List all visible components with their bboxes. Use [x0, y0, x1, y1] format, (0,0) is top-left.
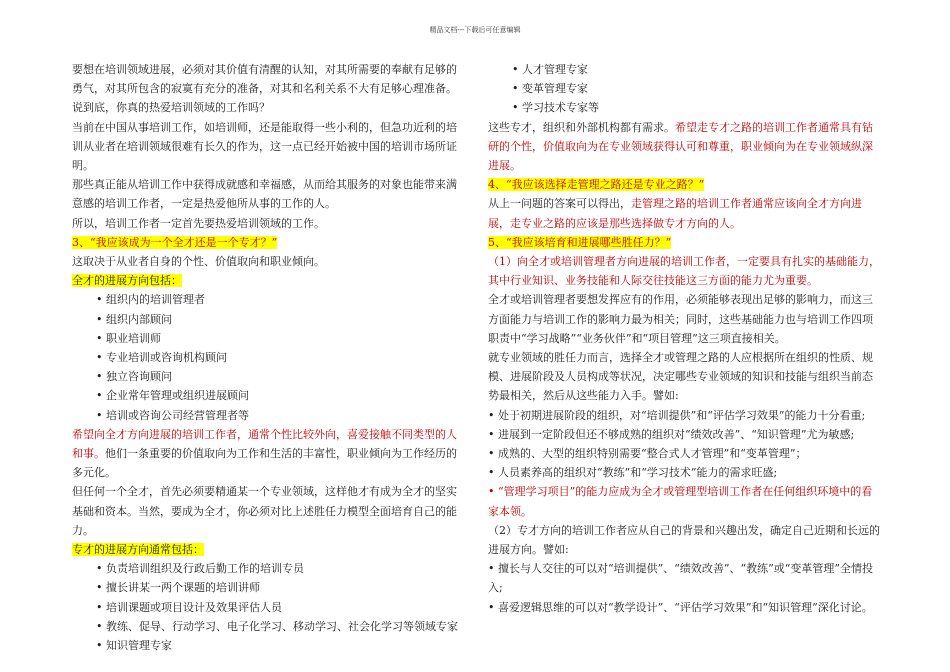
section-heading-text: 4、“我应该选择走管理之路还是专业之路？” [488, 178, 705, 192]
subheading [72, 540, 467, 559]
list-item: • 擅长讲某一两个课题的培训讲师 [96, 581, 260, 595]
paragraph [72, 425, 467, 483]
emphasis-text: 希望走专才之路的培训工作者通常具有钻研的个性，价值取向为在专业领域获得认可和尊重，职业倾向为在专业领域纵深进展。 [488, 120, 873, 173]
paragraph [488, 118, 883, 176]
list-item: • 培训课题或项目设计及效果评估人员 [96, 600, 282, 614]
subheading-text: 全才的进展方向包括： [72, 274, 182, 288]
list-item: • 负责培训组织及行政后勤工作的培训专员 [96, 562, 304, 576]
paragraph: 这取决于从业者自身的个性、价值取向和职业倾向。 [72, 255, 325, 269]
emphasis-paragraph: （1）向全才或培训管理者方向进展的培训工作者，一定要具有扎实的基础能力，其中行业知识、业务技能和人际交往技能这三方面的能力尤为重要。 [488, 255, 880, 288]
list-item: • 学习技术专家等 [512, 101, 599, 115]
list-item: • 培训或咨询公司经营管理者等 [96, 408, 249, 422]
subheading-text: 专才的进展方向通常包括： [72, 543, 204, 557]
list-item: • 企业常年管理或组织进展顾问 [96, 389, 249, 403]
paragraph-text: 这些专才，组织和外部机构都有需求。 [488, 120, 675, 134]
list-item: • 知识管理专家 [96, 639, 172, 653]
paragraph: 但任何一个全才，首先必须要精通某一个专业领域，这样他才有成为全才的坚实基础和资本。当然，要成为全才，你必须对比上述胜任力模型全面培育自己的能力。 [72, 485, 457, 537]
subheading [72, 271, 467, 290]
paragraph-text: 从上一问题的答案可以得出， [488, 197, 631, 211]
list-item: • 职业培训师 [96, 331, 161, 345]
bullet-item: • 成熟的、大型的组织特别需要“整合式人才管理”和“变革管理”； [488, 447, 807, 461]
emphasis-text: 走管理之路的培训工作者通常应该向全才方向进展，走专业之路的应该是那些选择做专才方向的人。 [488, 197, 862, 230]
paragraph: （2）专才方向的培训工作者应从自己的背景和兴趣出发，确定自己近期和长远的进展方向。譬如: [488, 523, 880, 557]
right-column [488, 60, 883, 617]
paragraph: 当前在中国从事培训工作，如培训师，还是能取得一些小利的，但急功近利的培训从业者在培训领域很难有长久的作为，这一点已经开始被中国的培训市场所证明。 [72, 120, 457, 173]
paragraph: 全才或培训管理者要想发挥应有的作用，必须能够表现出足够的影响力，而这三方面能力与培训工作的影响力最为相关；同时，这些基础能力也与培训工作四项职责中“学习战略”“业务伙伴”和“项目管理”这三项直接相关。 [488, 293, 873, 345]
list-item: • 专业培训或咨询机构顾问 [96, 351, 227, 365]
list-item: • 组织内的培训管理者 [96, 293, 205, 307]
bullet-item: • 擅长与人交往的可以对“培训提供”、“绩效改善”、“教练”或“变革管理”全情投入; [488, 562, 873, 595]
bullet-item: • 喜爱逻辑思维的可以对“教学设计”、“评估学习效果”和“知识管理”深化讨论。 [488, 600, 873, 614]
list-item: • 教练、促导、行动学习、电子化学习、移动学习、社会化学习等领域专家 [96, 619, 458, 633]
paragraph-text: 他们一条重要的价值取向为工作和生活的丰富性，职业倾向为工作经历的多元化。 [72, 447, 457, 480]
page-header: 精品文档---下载后可任意编辑 [429, 26, 521, 34]
paragraph: 要想在培训领域进展，必须对其价值有清醒的认知，对其所需要的奉献有足够的勇气，对其所包含的寂寞有充分的准备，对其和名利关系不大有足够心理准备。说到底，你真的热爱培训领域的工作吗？ [72, 63, 457, 115]
emphasis-bullet-item: • “管理学习项目”的能力应成为全才或管理型培训工作者在任何组织环境中的看家本领。 [488, 485, 873, 518]
paragraph [488, 194, 883, 232]
list-item: • 变革管理专家 [512, 82, 588, 96]
section-heading-text: 5、“我应该培育和进展哪些胜任力？” [488, 235, 672, 249]
paragraph: 所以，培训工作者一定首先要热爱培训领域的工作。 [72, 216, 325, 230]
bullet-item: • 进展到一定阶段但还不够成熟的组织对“绩效改善”、“知识管理”尤为敏感; [488, 427, 855, 441]
left-column [72, 60, 467, 655]
section-heading [72, 233, 467, 252]
paragraph: 那些真正能从培训工作中获得成就感和幸福感，从而给其服务的对象也能带来满意感的培训工作者，一定是热爱他所从事的工作的人。 [72, 178, 457, 211]
list-item: • 组织内部顾问 [96, 312, 172, 326]
list-item: • 人才管理专家 [512, 63, 588, 76]
section-heading-text: 3、“我应该成为一个全才还是一个专才？” [72, 235, 278, 249]
list-item: • 独立咨询顾问 [96, 370, 172, 384]
section-heading [488, 175, 883, 194]
section-heading [488, 233, 883, 252]
emphasis-text: 希望向全才方向进展的培训工作者，通常个性比较外向，喜爱接触不同类型的人和事。 [72, 427, 457, 461]
bullet-item: • 人员素养高的组织对“教练”和“学习技术”能力的需求旺盛; [488, 466, 778, 480]
bullet-item: • 处于初期进展阶段的组织，对“培训提供”和“评估学习效果”的能力十分看重; [488, 408, 866, 422]
paragraph: 就专业领域的胜任力而言，选择全才或管理之路的人应根据所在组织的性质、规模、进展阶段及人员构成等状况，决定哪些专业领域的知识和技能与组织当前态势最相关，然后从这些能力入手。譬如: [488, 351, 873, 403]
